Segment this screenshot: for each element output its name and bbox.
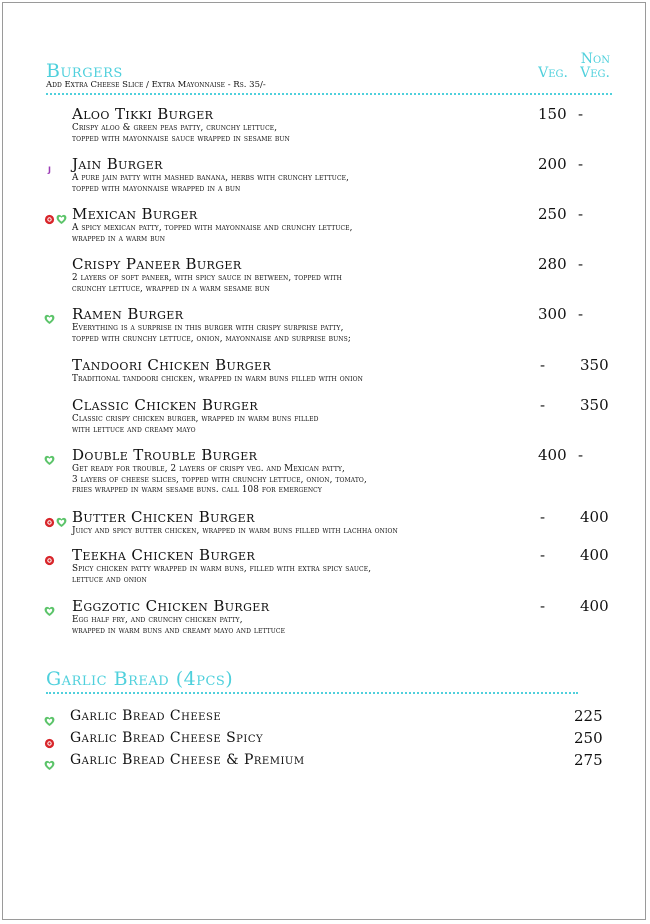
- spicy-icon: [44, 210, 55, 229]
- item-description: lettuce and onion: [72, 574, 147, 585]
- price-veg: 300: [538, 305, 567, 323]
- item-name: Mexican Burger: [72, 205, 198, 223]
- item-description: Get ready for trouble, 2 layers of crispy veg. and Mexican patty,: [72, 464, 345, 474]
- recommended-icon: [44, 756, 55, 775]
- item-icons: [44, 712, 55, 731]
- garlic-item-name: Garlic Bread Cheese Spicy: [70, 730, 264, 746]
- svg-text:J: J: [48, 165, 51, 175]
- price-veg: 200: [538, 155, 567, 173]
- spicy-icon: [44, 551, 55, 570]
- item-name: Eggzotic Chicken Burger: [72, 597, 270, 615]
- menu-item: [72, 206, 552, 244]
- price-veg: -: [540, 396, 546, 414]
- garlic-item-name: Garlic Bread Cheese & Premium: [70, 752, 305, 768]
- price-veg: -: [540, 508, 546, 526]
- item-name: Butter Chicken Burger: [72, 508, 255, 526]
- column-header-veg: Veg.: [538, 65, 568, 81]
- item-name: Aloo Tikki Burger: [72, 105, 214, 123]
- price-veg: -: [540, 546, 546, 564]
- item-icons: [44, 602, 55, 621]
- section-title-burgers: Burgers: [46, 60, 123, 82]
- item-description: Crispy aloo & green peas patty, crunchy lettuce,: [72, 123, 278, 133]
- menu-item: [72, 106, 552, 144]
- menu-item: [72, 357, 552, 385]
- item-name: Teekha Chicken Burger: [72, 546, 256, 564]
- item-description: Juicy and spicy butter chicken, wrapped in warm buns filled with lachha onion: [72, 526, 398, 536]
- price-nonveg: 400: [580, 508, 609, 526]
- menu-item: [72, 156, 552, 194]
- item-icons: [44, 310, 55, 329]
- item-description: A spicy mexican patty, topped with mayonnaise and crunchy lettuce,: [72, 223, 353, 233]
- item-icons: [44, 451, 55, 470]
- item-description: with lettuce and creamy mayo: [72, 424, 196, 435]
- recommended-icon: [44, 451, 55, 470]
- item-description: Everything is a surprise in this burger with crispy surprise patty,: [72, 323, 344, 333]
- menu-item: [72, 509, 552, 537]
- price-veg: -: [540, 356, 546, 374]
- item-name: Crispy Paneer Burger: [72, 255, 242, 273]
- recommended-icon: [56, 210, 67, 229]
- item-description: topped with crunchy lettuce, onion, mayonnaise and surprise buns;: [72, 333, 351, 344]
- item-icons: [44, 160, 55, 179]
- jain-icon: [44, 160, 55, 179]
- spicy-icon: [44, 734, 55, 753]
- item-description: Spicy chicken patty wrapped in warm buns, filled with extra spicy sauce,: [72, 564, 372, 574]
- item-description: fries wrapped in warm sesame buns. call 108 for emergency: [72, 485, 322, 495]
- price-veg: -: [540, 597, 546, 615]
- menu-item: [72, 598, 552, 636]
- garlic-item-price: 225: [574, 707, 603, 725]
- recommended-icon: [44, 712, 55, 731]
- item-name: Double Trouble Burger: [72, 446, 258, 464]
- item-icons: [44, 551, 55, 570]
- item-name: Classic Chicken Burger: [72, 396, 259, 414]
- item-description: wrapped in a warm bun: [72, 233, 166, 244]
- item-name: Jain Burger: [72, 155, 163, 173]
- price-nonveg: -: [578, 155, 584, 173]
- item-name: Ramen Burger: [72, 305, 184, 323]
- garlic-item-name: Garlic Bread Cheese: [70, 708, 222, 724]
- price-nonveg: 400: [580, 546, 609, 564]
- section-title-garlic-bread: Garlic Bread (4pcs): [46, 668, 234, 690]
- price-veg: 400: [538, 446, 567, 464]
- price-nonveg: -: [578, 205, 584, 223]
- item-description: 3 layers of cheese slices, topped with crunchy lettuce, onion, tomato,: [72, 474, 367, 485]
- price-veg: 150: [538, 105, 567, 123]
- item-icons: [44, 210, 67, 229]
- price-nonveg: -: [578, 255, 584, 273]
- menu-item: [72, 547, 552, 585]
- item-icons: [44, 756, 55, 775]
- item-icons: [44, 513, 67, 532]
- column-header-nonveg-top: Non: [580, 51, 610, 67]
- price-nonveg: 350: [580, 356, 609, 374]
- item-description: A pure jain patty with mashed banana, herbs with crunchy lettuce,: [72, 173, 350, 183]
- item-description: Traditional tandoori chicken, wrapped in warm buns filled with onion: [72, 374, 363, 384]
- menu-item: [72, 447, 552, 496]
- price-nonveg: -: [578, 446, 584, 464]
- recommended-icon: [44, 602, 55, 621]
- menu-item: [72, 256, 552, 294]
- garlic-item-price: 275: [574, 751, 603, 769]
- price-nonveg: -: [578, 105, 584, 123]
- item-description: Classic crispy chicken burger, wrapped in warm buns filled: [72, 414, 319, 424]
- price-nonveg: 350: [580, 396, 609, 414]
- price-veg: 250: [538, 205, 567, 223]
- menu-item: [72, 397, 552, 435]
- column-header-nonveg-bottom: Veg.: [580, 65, 610, 81]
- section-divider: [46, 692, 578, 694]
- item-description: 2 layers of soft paneer, with spicy sauce in between, topped with: [72, 273, 342, 283]
- item-name: Tandoori Chicken Burger: [72, 356, 272, 374]
- garlic-item-price: 250: [574, 729, 603, 747]
- section-divider: [46, 93, 612, 95]
- price-nonveg: -: [578, 305, 584, 323]
- item-description: Egg half fry, and crunchy chicken patty,: [72, 615, 243, 625]
- recommended-icon: [56, 513, 67, 532]
- recommended-icon: [44, 310, 55, 329]
- price-nonveg: 400: [580, 597, 609, 615]
- item-description: crunchy lettuce, wrapped in a warm sesame bun: [72, 283, 270, 294]
- section-subtitle: Add Extra Cheese Slice / Extra Mayonnaise - Rs. 35/-: [46, 80, 266, 90]
- item-description: topped with mayonnaise sauce wrapped in sesame bun: [72, 133, 290, 144]
- item-description: topped with mayonnaise wrapped in a bun: [72, 183, 241, 194]
- item-description: wrapped in warm buns and creamy mayo and lettuce: [72, 625, 286, 636]
- price-veg: 280: [538, 255, 567, 273]
- spicy-icon: [44, 513, 55, 532]
- menu-item: [72, 306, 552, 344]
- item-icons: [44, 734, 55, 753]
